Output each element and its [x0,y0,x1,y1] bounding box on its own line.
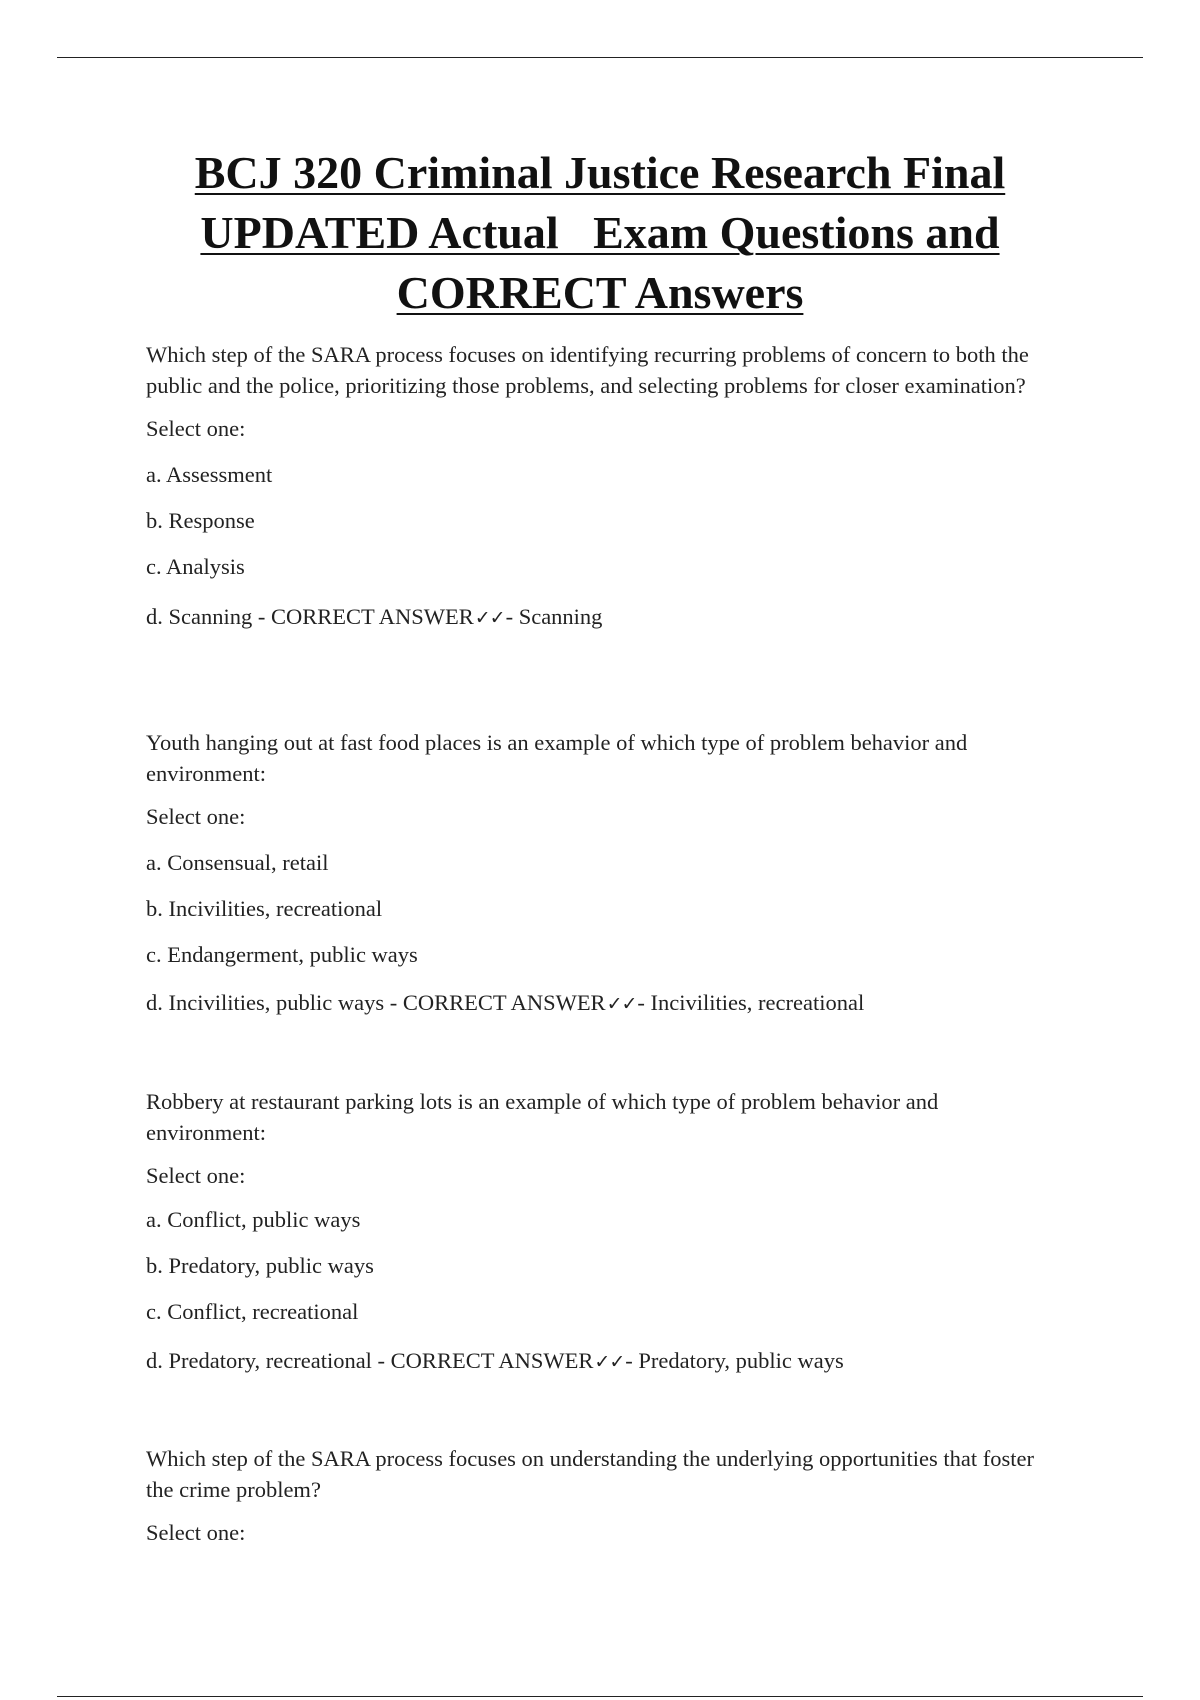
option-c: c. Conflict, recreational [146,1299,359,1324]
title-line-1: BCJ 320 Criminal Justice Research Final [194,147,1006,198]
option-d-correct-answer [146,602,1056,633]
option-d-text: d. Predatory, recreational - CORRECT ANSWER [146,1348,594,1373]
question-3 [146,1087,1056,1377]
option-c: c. Endangerment, public ways [146,942,418,967]
option-a: a. Consensual, retail [146,850,329,875]
option-d-text: d. Incivilities, public ways - CORRECT ANSWER [146,990,606,1015]
option-a: a. Assessment [146,462,273,487]
correct-answer-value: - Incivilities, recreational [637,990,865,1015]
select-one-prompt: Select one: [146,1520,246,1545]
double-check-icon: ✓✓ [594,1351,625,1373]
option-d-text: d. Scanning - CORRECT ANSWER [146,604,474,629]
correct-answer-value: - Predatory, public ways [625,1348,844,1373]
title-line-3: CORRECT Answers [396,267,804,318]
question-1 [146,340,1056,633]
select-one-prompt: Select one: [146,416,246,441]
double-check-icon: ✓✓ [474,607,505,629]
option-d-correct-answer [146,1346,1056,1377]
option-b: b. Incivilities, recreational [146,896,383,921]
correct-answer-value: - Scanning [505,604,603,629]
question-text: Robbery at restaurant parking lots is an example of which type of problem behavior and environment: [146,1089,939,1145]
option-b: b. Response [146,508,255,533]
question-4 [146,1444,1056,1548]
question-text: Which step of the SARA process focuses on identifying recurring problems of concern to both the public and the police, prioritizing those problems, and selecting problems for closer examination? [146,342,1029,398]
option-a: a. Conflict, public ways [146,1207,361,1232]
question-text: Youth hanging out at fast food places is an example of which type of problem behavior and environment: [146,730,968,786]
double-check-icon: ✓✓ [606,993,637,1015]
title-line-2: UPDATED Actual Exam Questions and [200,207,1000,258]
option-d-correct-answer [146,988,1056,1019]
option-b: b. Predatory, public ways [146,1253,374,1278]
page-bottom-rule [57,1696,1143,1697]
document-title [120,143,1080,323]
question-text: Which step of the SARA process focuses on understanding the underlying opportunities that foster the crime problem? [146,1446,1034,1502]
select-one-prompt: Select one: [146,804,246,829]
select-one-prompt: Select one: [146,1163,246,1188]
option-c: c. Analysis [146,554,245,579]
page-top-rule [57,57,1143,58]
question-2 [146,728,1056,1019]
